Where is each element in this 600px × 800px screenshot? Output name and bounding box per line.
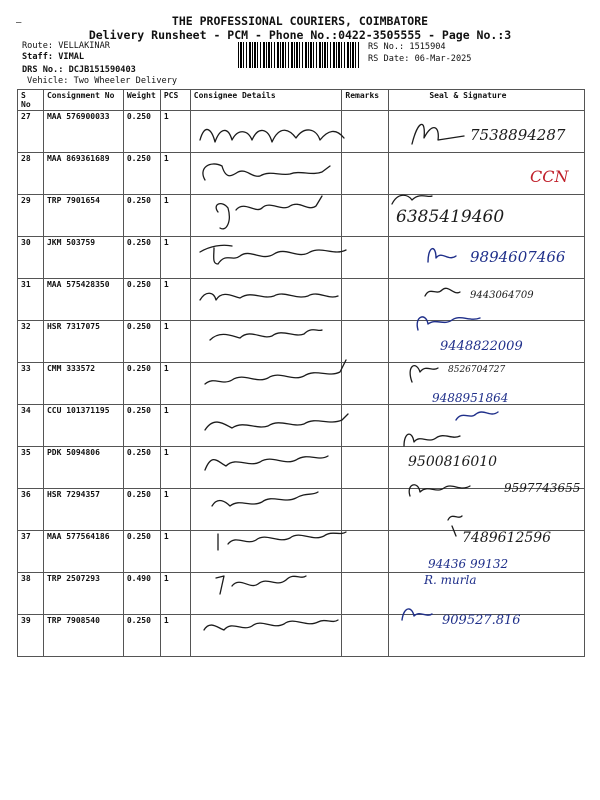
row-consignee [190, 321, 342, 363]
row-weight: 0.490 [123, 573, 160, 615]
row-consignee [190, 531, 342, 573]
table-row [18, 489, 585, 531]
runsheet-table [17, 89, 585, 657]
route-label: Route: VELLAKINAR [22, 41, 110, 51]
col-weight: Weight [123, 90, 160, 111]
row-pcs: 1 [160, 363, 190, 405]
row-pcs: 1 [160, 321, 190, 363]
row-sno: 34 [18, 405, 44, 447]
staff-label: Staff: VIMAL [22, 52, 85, 62]
table-row [18, 615, 585, 657]
row-pcs: 1 [160, 195, 190, 237]
corner-mark: – [16, 18, 22, 28]
company-title: THE PROFESSIONAL COURIERS, COIMBATORE [171, 14, 429, 28]
row-consignment: CMM 333572 [43, 363, 123, 405]
row-consignment: HSR 7317075 [43, 321, 123, 363]
table-row [18, 573, 585, 615]
table-row [18, 153, 585, 195]
row-signature [389, 111, 585, 153]
barcode [238, 42, 360, 68]
row-weight: 0.250 [123, 195, 160, 237]
col-sno: S No [18, 90, 44, 111]
row-signature [389, 237, 585, 279]
vehicle-label: Vehicle: Two Wheeler Delivery [27, 76, 178, 86]
table-row [18, 405, 585, 447]
table-row [18, 531, 585, 573]
row-consignment: PDK 5094806 [43, 447, 123, 489]
row-weight: 0.250 [123, 447, 160, 489]
row-pcs: 1 [160, 531, 190, 573]
row-remarks [342, 531, 389, 573]
row-consignee [190, 573, 342, 615]
row-consignee [190, 237, 342, 279]
row-signature [389, 321, 585, 363]
row-pcs: 1 [160, 405, 190, 447]
table-row [18, 363, 585, 405]
sig-phone: 6385419460 [396, 207, 505, 227]
row-consignment: CCU 101371195 [43, 405, 123, 447]
drs-label: DRS No.: DCJB151590403 [22, 65, 136, 75]
table-row [18, 111, 585, 153]
row-remarks [342, 321, 389, 363]
row-remarks [342, 195, 389, 237]
row-sno: 30 [18, 237, 44, 279]
sig-phone: 9448822009 [440, 339, 523, 354]
row-signature [389, 405, 585, 447]
sig-phone: 94436 99132 [428, 557, 509, 571]
row-sno: 37 [18, 531, 44, 573]
row-sno: 31 [18, 279, 44, 321]
col-pcs: PCS [160, 90, 190, 111]
row-consignment: HSR 7294357 [43, 489, 123, 531]
row-weight: 0.250 [123, 489, 160, 531]
row-pcs: 1 [160, 573, 190, 615]
row-weight: 0.250 [123, 279, 160, 321]
row-pcs: 1 [160, 279, 190, 321]
row-weight: 0.250 [123, 405, 160, 447]
sig-phone: 7489612596 [462, 530, 552, 546]
rs-date: RS Date: 06-Mar-2025 [368, 54, 472, 64]
row-signature [389, 363, 585, 405]
row-remarks [342, 405, 389, 447]
sig-phone: 9488951864 [432, 391, 509, 405]
row-consignee [190, 615, 342, 657]
col-remarks: Remarks [342, 90, 389, 111]
row-remarks [342, 489, 389, 531]
row-weight: 0.250 [123, 153, 160, 195]
row-consignee [190, 279, 342, 321]
row-weight: 0.250 [123, 363, 160, 405]
row-signature [389, 153, 585, 195]
row-pcs: 1 [160, 111, 190, 153]
col-consignment: Consignment No [43, 90, 123, 111]
row-sno: 29 [18, 195, 44, 237]
row-consignee [190, 153, 342, 195]
row-weight: 0.250 [123, 615, 160, 657]
col-seal-signature: Seal & Signature [389, 90, 585, 111]
row-remarks [342, 615, 389, 657]
row-signature [389, 531, 585, 573]
row-remarks [342, 363, 389, 405]
row-signature [389, 195, 585, 237]
sig-phone: 9443064709 [470, 290, 534, 301]
table-row [18, 237, 585, 279]
runsheet-subtitle: Delivery Runsheet - PCM - Phone No.:0422-3505555 - Page No.:3 [88, 28, 512, 42]
row-pcs: 1 [160, 153, 190, 195]
col-consignee: Consignee Details [190, 90, 342, 111]
row-pcs: 1 [160, 615, 190, 657]
row-consignee [190, 447, 342, 489]
row-consignee [190, 111, 342, 153]
row-consignee [190, 195, 342, 237]
sig-phone: 909527.816 [442, 613, 521, 628]
row-remarks [342, 573, 389, 615]
row-sno: 35 [18, 447, 44, 489]
rs-number: RS No.: 1515904 [368, 42, 446, 52]
row-sno: 28 [18, 153, 44, 195]
row-remarks [342, 237, 389, 279]
table-row [18, 447, 585, 489]
row-sno: 27 [18, 111, 44, 153]
table-row [18, 279, 585, 321]
row-consignment: MAA 869361689 [43, 153, 123, 195]
row-pcs: 1 [160, 489, 190, 531]
row-consignee [190, 405, 342, 447]
row-consignee [190, 363, 342, 405]
row-consignee [190, 489, 342, 531]
row-sno: 36 [18, 489, 44, 531]
row-consignment: TRP 2507293 [43, 573, 123, 615]
row-signature [389, 573, 585, 615]
row-sno: 32 [18, 321, 44, 363]
row-remarks [342, 279, 389, 321]
row-signature [389, 615, 585, 657]
sig-phone: 9894607466 [470, 248, 566, 266]
row-signature [389, 489, 585, 531]
row-consignment: TRP 7908540 [43, 615, 123, 657]
table-header-row [18, 90, 585, 111]
sig-phone: 7538894287 [470, 126, 566, 144]
row-signature [389, 447, 585, 489]
row-consignment: TRP 7901654 [43, 195, 123, 237]
row-pcs: 1 [160, 237, 190, 279]
sig-phone: 8526704727 [448, 365, 506, 375]
row-pcs: 1 [160, 447, 190, 489]
sig-name: R. murla [424, 573, 477, 587]
row-consignment: MAA 575428350 [43, 279, 123, 321]
sig-initials: CCN [530, 167, 569, 186]
row-remarks [342, 447, 389, 489]
row-sno: 38 [18, 573, 44, 615]
row-weight: 0.250 [123, 237, 160, 279]
row-weight: 0.250 [123, 111, 160, 153]
table-row [18, 321, 585, 363]
row-consignment: JKM 503759 [43, 237, 123, 279]
row-sno: 33 [18, 363, 44, 405]
row-remarks [342, 153, 389, 195]
sig-phone: 9597743655 [504, 481, 581, 495]
row-weight: 0.250 [123, 531, 160, 573]
table-row [18, 195, 585, 237]
row-weight: 0.250 [123, 321, 160, 363]
row-consignment: MAA 577564186 [43, 531, 123, 573]
sig-phone: 9500816010 [408, 454, 498, 470]
row-signature [389, 279, 585, 321]
row-consignment: MAA 576900033 [43, 111, 123, 153]
row-sno: 39 [18, 615, 44, 657]
row-remarks [342, 111, 389, 153]
